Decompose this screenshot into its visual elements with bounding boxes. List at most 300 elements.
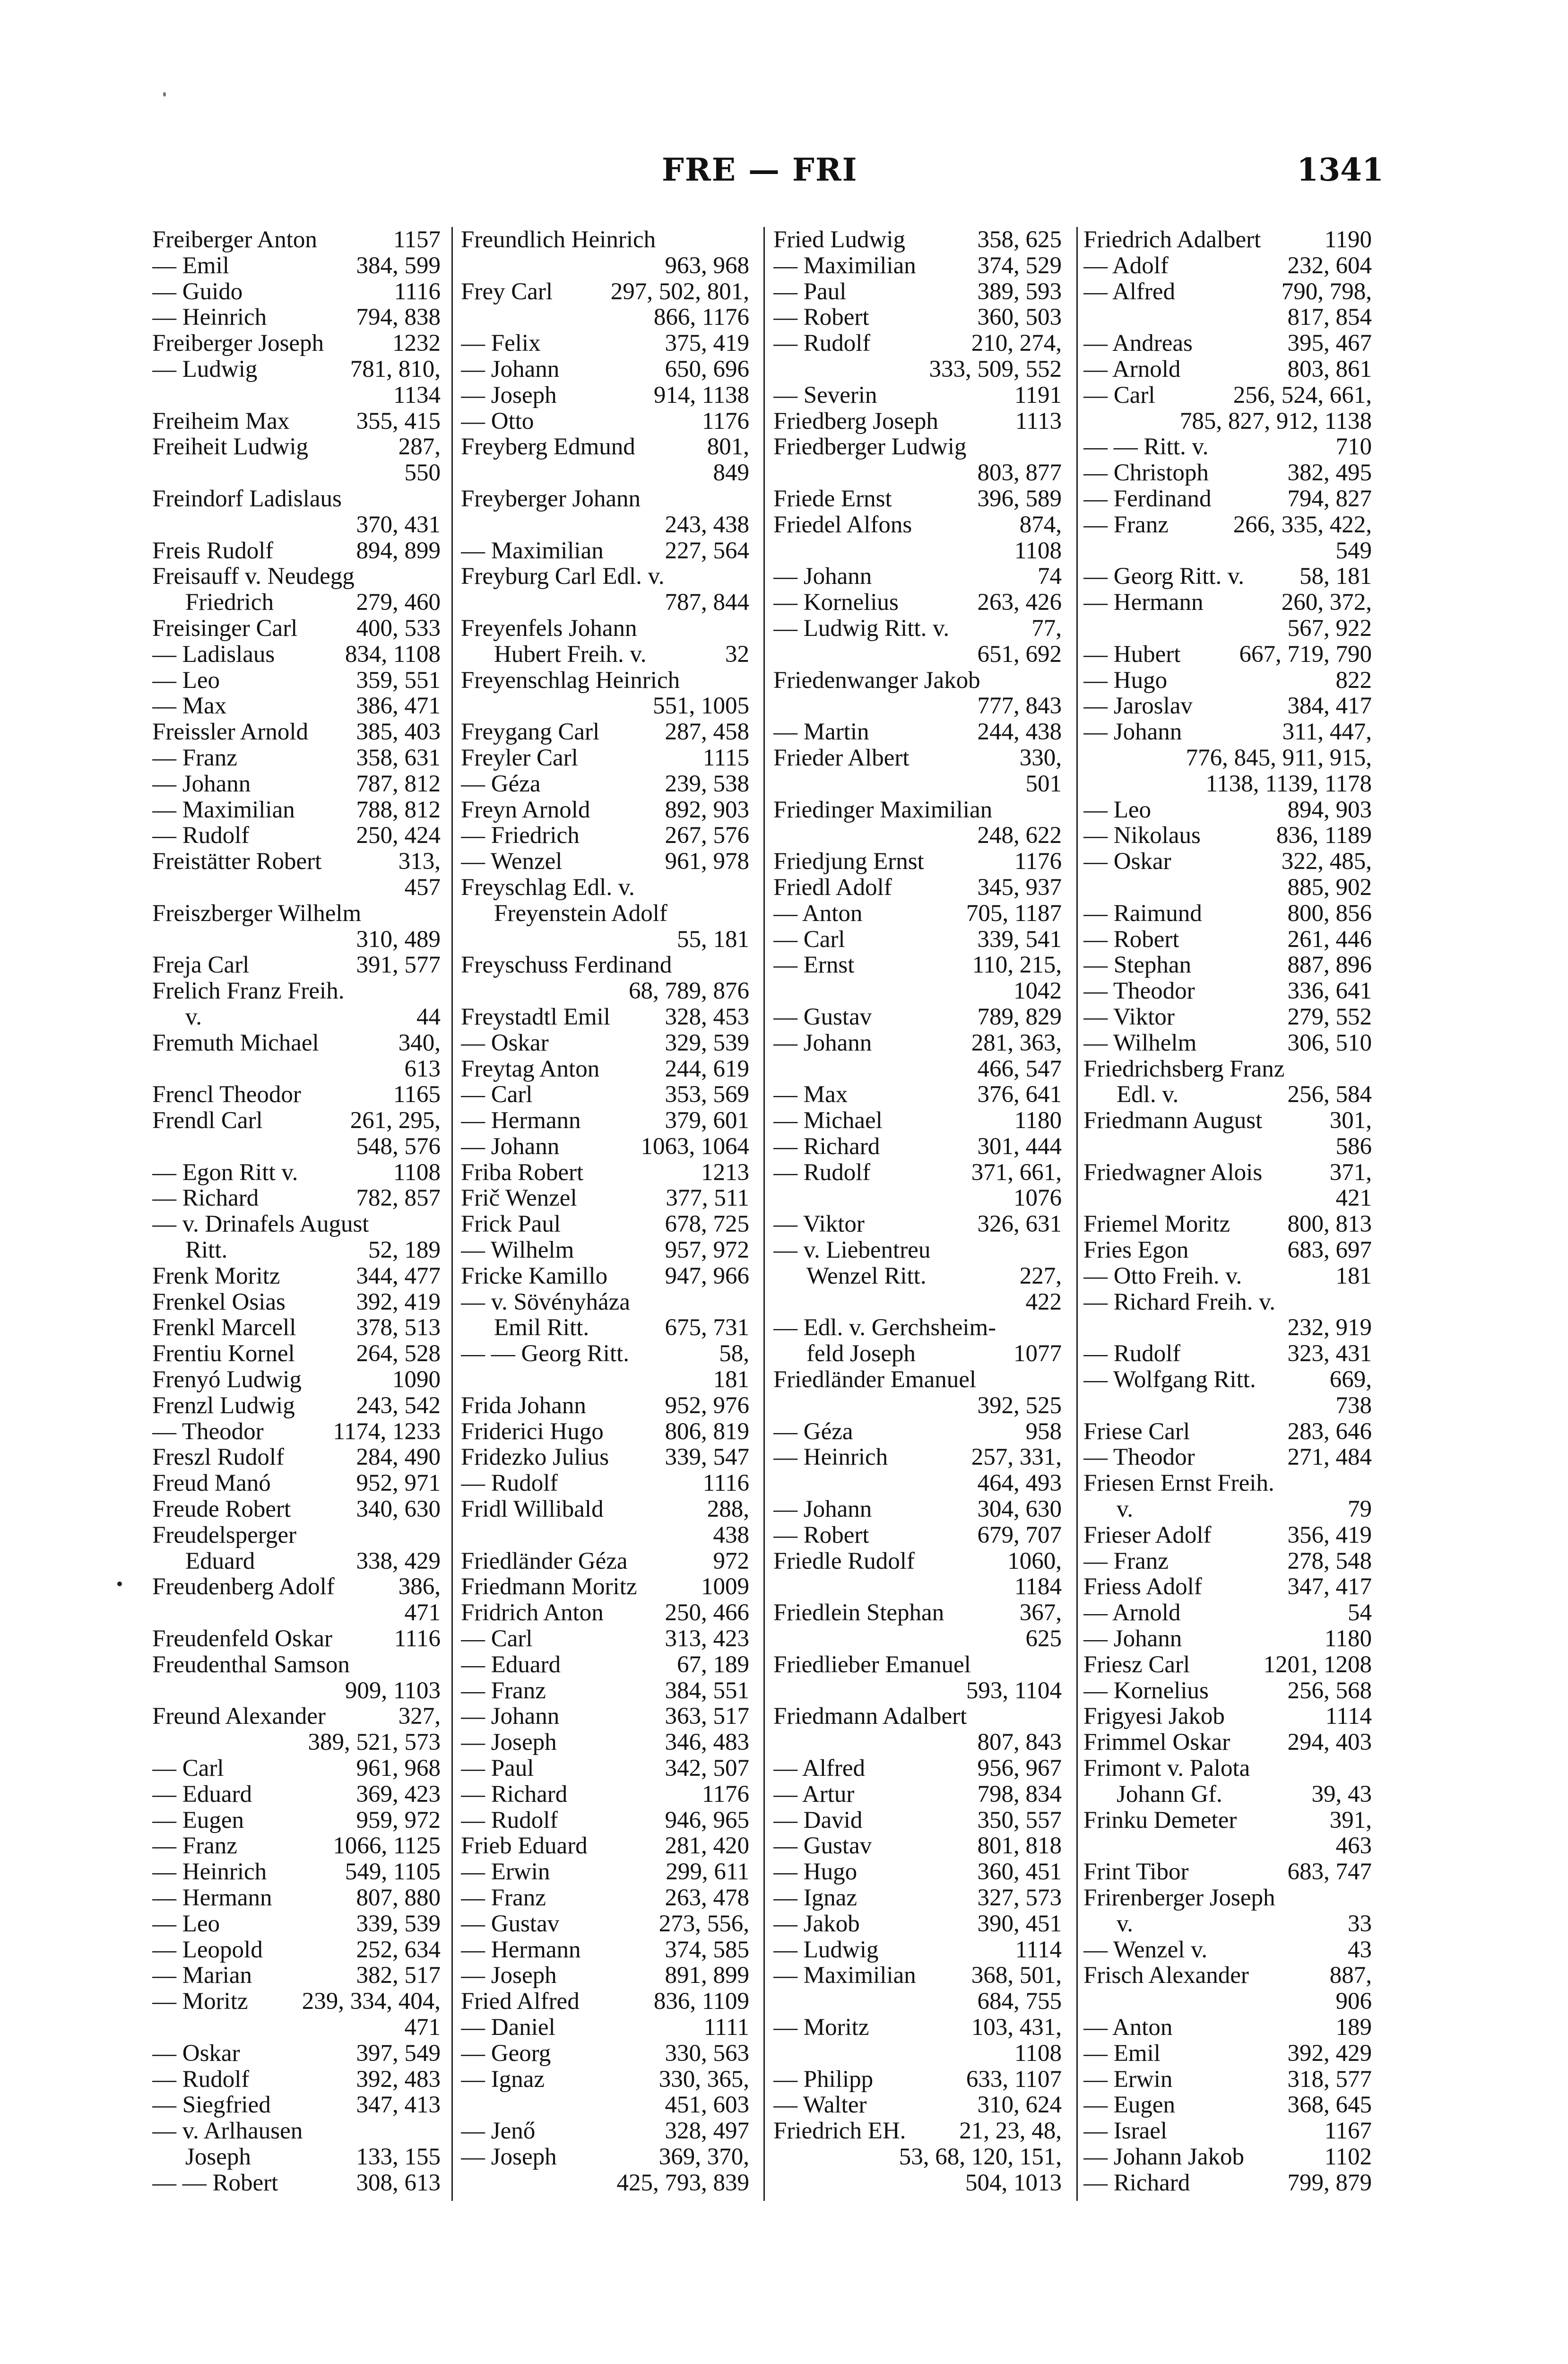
index-entry bbox=[1083, 745, 1372, 771]
entry-name: Friess Adolf bbox=[1083, 1574, 1202, 1600]
entry-pages: 1115 bbox=[702, 744, 749, 771]
entry-pages: 683, 697 bbox=[1287, 1237, 1372, 1264]
entry-pages: 339, 541 bbox=[977, 926, 1062, 953]
entry-name: — Hubert bbox=[1083, 641, 1181, 668]
entry-pages: 392, 483 bbox=[356, 2066, 441, 2093]
entry-pages bbox=[745, 875, 749, 901]
page-number: 1341 bbox=[1297, 151, 1384, 188]
entry-pages: 894, 899 bbox=[356, 537, 441, 564]
entry-pages: 613 bbox=[404, 1055, 441, 1082]
entry-name: Freyschuss Ferdinand bbox=[461, 952, 672, 979]
entry-pages bbox=[1057, 668, 1062, 694]
entry-pages bbox=[436, 1211, 441, 1237]
index-entry bbox=[1083, 952, 1372, 978]
entry-pages: 273, 556, bbox=[658, 1910, 749, 1937]
index-entry bbox=[773, 486, 1062, 512]
entry-name: — Gustav bbox=[773, 1004, 872, 1030]
entry-name: — Maximilian bbox=[773, 252, 916, 279]
entry-pages: 304, 630 bbox=[977, 1496, 1062, 1523]
entry-name: — Maximilian bbox=[773, 1963, 916, 1989]
entry-name: — — Georg Ritt. bbox=[461, 1341, 630, 1367]
entry-pages: 360, 503 bbox=[977, 304, 1062, 331]
index-entry bbox=[773, 668, 1062, 694]
entry-pages: 21, 23, 48, bbox=[959, 2118, 1062, 2145]
entry-pages: 887, 896 bbox=[1287, 952, 1372, 979]
entry-pages: 310, 624 bbox=[977, 2092, 1062, 2119]
entry-name: — Gustav bbox=[461, 1911, 560, 1937]
entry-name: — Severin bbox=[773, 382, 877, 408]
index-entry bbox=[1083, 1367, 1372, 1393]
entry-name: — Carl bbox=[1083, 382, 1155, 408]
index-entry bbox=[152, 253, 441, 279]
entry-pages: 283, 646 bbox=[1287, 1418, 1372, 1445]
index-entry bbox=[461, 927, 749, 953]
index-entry bbox=[773, 2015, 1062, 2041]
index-entry bbox=[773, 1419, 1062, 1445]
entry-name: Fries Egon bbox=[1083, 1237, 1189, 1263]
index-entry bbox=[773, 1703, 1062, 1730]
entry-pages: 586 bbox=[1335, 1133, 1372, 1160]
index-entry bbox=[1083, 1160, 1372, 1186]
entry-pages: 457 bbox=[404, 874, 441, 901]
print-speck bbox=[163, 92, 166, 96]
entry-name: — Emil bbox=[1083, 2040, 1161, 2067]
entry-name: — Nikolaus bbox=[1083, 823, 1201, 849]
index-entry bbox=[152, 1756, 441, 1782]
entry-pages: 633, 1107 bbox=[966, 2066, 1062, 2093]
index-entry bbox=[1083, 253, 1372, 279]
entry-name: Freyenschlag Heinrich bbox=[461, 667, 680, 694]
index-entry bbox=[1083, 1393, 1372, 1419]
index-entry bbox=[1083, 875, 1372, 901]
entry-pages: 836, 1189 bbox=[1276, 822, 1372, 849]
index-entry bbox=[1083, 1108, 1372, 1134]
entry-name: — Carl bbox=[773, 926, 845, 953]
index-entry bbox=[1083, 2092, 1372, 2118]
index-entry bbox=[461, 978, 749, 1004]
index-entry bbox=[773, 356, 1062, 382]
entry-name: Friedenwanger Jakob bbox=[773, 667, 980, 694]
index-entry bbox=[1083, 1600, 1372, 1626]
entry-name: Freudenberg Adolf bbox=[152, 1574, 335, 1600]
entry-name: Freude Robert bbox=[152, 1496, 291, 1522]
index-entry bbox=[152, 2041, 441, 2067]
entry-name: Freisauff v. Neudegg bbox=[152, 564, 355, 590]
index-entry bbox=[773, 616, 1062, 642]
index-entry bbox=[461, 1808, 749, 1834]
entry-name: — Gustav bbox=[773, 1833, 872, 1860]
entry-pages: 891, 899 bbox=[665, 1962, 749, 1989]
entry-pages bbox=[745, 486, 749, 512]
index-entry bbox=[773, 2092, 1062, 2118]
index-entry bbox=[773, 1522, 1062, 1548]
column-rule-2 bbox=[763, 227, 765, 2201]
entry-pages: 330, 365, bbox=[658, 2066, 749, 2093]
index-entry bbox=[152, 512, 441, 538]
index-entry bbox=[1083, 1937, 1372, 1963]
index-entry bbox=[773, 1911, 1062, 1937]
entry-pages: 44 bbox=[416, 1003, 441, 1030]
index-entry bbox=[152, 227, 441, 253]
entry-pages: 1138, 1139, 1178 bbox=[1205, 770, 1372, 797]
entry-name: — Hermann bbox=[461, 1108, 581, 1134]
index-entry bbox=[461, 668, 749, 694]
entry-name: Freja Carl bbox=[152, 952, 250, 979]
entry-pages bbox=[745, 668, 749, 694]
entry-name: — Israel bbox=[1083, 2118, 1168, 2144]
entry-pages: 807, 880 bbox=[356, 1885, 441, 1911]
index-entry bbox=[1083, 2015, 1372, 2041]
entry-pages: 284, 490 bbox=[356, 1444, 441, 1471]
entry-name: — Raimund bbox=[1083, 900, 1202, 927]
index-entry bbox=[461, 771, 749, 797]
entry-pages: 389, 521, 573 bbox=[308, 1729, 441, 1756]
entry-pages: 256, 584 bbox=[1287, 1081, 1372, 1108]
index-entry bbox=[773, 1160, 1062, 1186]
entry-pages: 256, 568 bbox=[1287, 1677, 1372, 1704]
entry-pages: 301, 444 bbox=[977, 1133, 1062, 1160]
entry-name: — Rudolf bbox=[773, 330, 871, 356]
entry-pages: 250, 424 bbox=[356, 822, 441, 849]
entry-name: — Maximilian bbox=[461, 538, 604, 564]
entry-pages: 346, 483 bbox=[665, 1729, 749, 1756]
entry-name: — Edl. v. Gerchsheim- bbox=[773, 1315, 996, 1341]
entry-pages: 248, 622 bbox=[977, 822, 1062, 849]
entry-name: Friedmann Moritz bbox=[461, 1574, 637, 1600]
index-entry bbox=[773, 279, 1062, 305]
entry-name: — Philipp bbox=[773, 2066, 874, 2093]
index-entry bbox=[461, 719, 749, 745]
entry-pages: 256, 524, 661, bbox=[1233, 382, 1372, 408]
entry-pages: 329, 539 bbox=[665, 1029, 749, 1056]
index-entry bbox=[461, 512, 749, 538]
entry-name: — Franz bbox=[1083, 1548, 1169, 1574]
entry-name: — Arnold bbox=[1083, 1600, 1181, 1626]
entry-name: — Franz bbox=[152, 1833, 237, 1860]
entry-name: Freiheit Ludwig bbox=[152, 434, 309, 461]
index-entry bbox=[773, 1808, 1062, 1834]
entry-pages: 501 bbox=[1025, 770, 1062, 797]
entry-name: — Jaroslav bbox=[1083, 693, 1193, 720]
entry-pages: 328, 453 bbox=[665, 1003, 749, 1030]
index-entry bbox=[152, 564, 441, 590]
entry-name: — Emil bbox=[152, 252, 229, 279]
index-entry bbox=[152, 382, 441, 408]
entry-name: — Michael bbox=[773, 1108, 883, 1134]
index-entry bbox=[773, 1211, 1062, 1237]
entry-name: — Johann bbox=[773, 564, 872, 590]
index-entry bbox=[773, 538, 1062, 564]
entry-pages: 133, 155 bbox=[356, 2143, 441, 2170]
entry-pages: 1102 bbox=[1324, 2143, 1372, 2170]
entry-name: Friedlein Stephan bbox=[773, 1600, 944, 1626]
index-entry bbox=[1083, 382, 1372, 408]
index-entry bbox=[152, 1574, 441, 1600]
entry-name: — Joseph bbox=[461, 1963, 557, 1989]
entry-pages: 679, 707 bbox=[977, 1521, 1062, 1548]
entry-name: — Johann Jakob bbox=[1083, 2144, 1244, 2170]
entry-pages: 1063, 1064 bbox=[641, 1133, 749, 1160]
index-entry bbox=[461, 382, 749, 408]
entry-pages: 1066, 1125 bbox=[333, 1833, 441, 1860]
index-entry bbox=[152, 460, 441, 486]
entry-name: Friedmann Adalbert bbox=[773, 1703, 967, 1730]
entry-pages: 958 bbox=[1025, 1418, 1062, 1445]
entry-name: — Hermann bbox=[1083, 590, 1204, 616]
index-entry bbox=[461, 1522, 749, 1548]
index-entry bbox=[1083, 719, 1372, 745]
index-entry bbox=[152, 1030, 441, 1056]
index-entry bbox=[461, 2067, 749, 2093]
index-entry bbox=[1083, 1652, 1372, 1678]
index-entry bbox=[461, 1030, 749, 1056]
index-entry bbox=[461, 1703, 749, 1730]
index-entry bbox=[461, 1782, 749, 1808]
index-entry bbox=[1083, 668, 1372, 694]
entry-name: — Wenzel bbox=[461, 849, 563, 875]
entry-pages: 956, 967 bbox=[977, 1755, 1062, 1782]
entry-pages: 593, 1104 bbox=[966, 1677, 1062, 1704]
entry-pages: 392, 525 bbox=[977, 1392, 1062, 1419]
index-entry bbox=[773, 1600, 1062, 1626]
entry-pages: 781, 810, bbox=[350, 356, 441, 382]
index-entry bbox=[152, 2092, 441, 2118]
entry-name: Friedl Adolf bbox=[773, 874, 892, 901]
entry-name: — Robert bbox=[773, 1522, 869, 1548]
index-entry bbox=[152, 1600, 441, 1626]
entry-name: — Ignaz bbox=[773, 1885, 858, 1911]
entry-name: — Adolf bbox=[1083, 252, 1169, 279]
index-entry bbox=[152, 1444, 441, 1470]
index-entry bbox=[773, 1885, 1062, 1911]
entry-name: — Franz bbox=[461, 1677, 546, 1704]
entry-name: Frigyesi Jakob bbox=[1083, 1703, 1225, 1730]
entry-pages: 336, 641 bbox=[1287, 978, 1372, 1005]
entry-pages: 1090 bbox=[392, 1366, 441, 1393]
index-column-2 bbox=[461, 227, 749, 2196]
entry-name: v. bbox=[1117, 1911, 1133, 1937]
entry-name: — Johann bbox=[773, 1496, 872, 1522]
entry-pages: 263, 478 bbox=[665, 1885, 749, 1911]
entry-name: Freiszberger Wilhelm bbox=[152, 900, 362, 927]
index-entry bbox=[1083, 1211, 1372, 1237]
entry-name: — Kornelius bbox=[773, 590, 899, 616]
entry-pages: 313, 423 bbox=[665, 1625, 749, 1652]
entry-pages: 333, 509, 552 bbox=[929, 356, 1062, 382]
index-entry bbox=[461, 1444, 749, 1470]
index-entry bbox=[773, 2118, 1062, 2144]
index-entry bbox=[152, 978, 441, 1004]
index-entry bbox=[773, 330, 1062, 356]
entry-pages: 391, 577 bbox=[356, 952, 441, 979]
entry-pages: 471 bbox=[404, 2014, 441, 2041]
entry-pages: 322, 485, bbox=[1281, 848, 1372, 875]
index-entry bbox=[773, 1859, 1062, 1885]
entry-name: Frimmel Oskar bbox=[1083, 1730, 1230, 1756]
entry-pages: 1167 bbox=[1324, 2118, 1372, 2145]
entry-pages: 355, 415 bbox=[356, 408, 441, 435]
entry-pages: 549, 1105 bbox=[345, 1859, 441, 1886]
entry-pages bbox=[436, 564, 441, 590]
entry-name: — David bbox=[773, 1807, 863, 1834]
index-entry bbox=[773, 434, 1062, 460]
index-entry bbox=[773, 227, 1062, 253]
index-entry bbox=[152, 1703, 441, 1730]
entry-name: — Leo bbox=[152, 1911, 220, 1937]
index-column-4 bbox=[1083, 227, 1372, 2196]
index-entry bbox=[1083, 1082, 1372, 1108]
index-entry bbox=[461, 1937, 749, 1963]
entry-pages: 181 bbox=[1335, 1262, 1372, 1289]
entry-pages: 313, bbox=[398, 848, 441, 875]
entry-name: Friedberger Ludwig bbox=[773, 434, 967, 461]
entry-name: Frieb Eduard bbox=[461, 1833, 588, 1860]
entry-name: Wenzel Ritt. bbox=[806, 1263, 927, 1289]
entry-name: — Artur bbox=[773, 1781, 855, 1808]
entry-pages: 1116 bbox=[702, 1470, 749, 1497]
index-entry bbox=[773, 745, 1062, 771]
entry-pages: 103, 431, bbox=[971, 2014, 1062, 2041]
index-entry bbox=[1083, 356, 1372, 382]
index-entry bbox=[461, 1108, 749, 1134]
index-entry bbox=[461, 745, 749, 771]
entry-name: — Leopold bbox=[152, 1937, 263, 1963]
entry-name: — Oskar bbox=[152, 2040, 240, 2067]
index-entry bbox=[461, 901, 749, 927]
index-entry bbox=[152, 1315, 441, 1341]
index-entry bbox=[461, 2041, 749, 2067]
entry-name: — Christoph bbox=[1083, 460, 1209, 486]
index-entry bbox=[152, 538, 441, 564]
entry-name: — Kornelius bbox=[1083, 1677, 1209, 1704]
entry-pages: 278, 548 bbox=[1287, 1547, 1372, 1574]
index-entry bbox=[152, 719, 441, 745]
entry-pages: 375, 419 bbox=[665, 330, 749, 357]
index-entry bbox=[461, 2144, 749, 2170]
entry-name: — Anton bbox=[1083, 2014, 1173, 2041]
running-head: FRE — FRI bbox=[662, 151, 858, 188]
entry-pages: 1201, 1208 bbox=[1263, 1651, 1372, 1678]
entry-pages: 421 bbox=[1335, 1185, 1372, 1212]
entry-pages: 1165 bbox=[393, 1081, 441, 1108]
entry-name: Frey Carl bbox=[461, 278, 553, 305]
index-entry bbox=[1083, 2041, 1372, 2067]
index-entry bbox=[461, 460, 749, 486]
index-entry bbox=[773, 1237, 1062, 1263]
entry-pages: 257, 331, bbox=[971, 1444, 1062, 1471]
entry-name: — Wilhelm bbox=[1083, 1030, 1197, 1056]
entry-name: Joseph bbox=[185, 2144, 251, 2170]
entry-name: Ritt. bbox=[185, 1237, 228, 1263]
index-entry bbox=[152, 616, 441, 642]
index-entry bbox=[1083, 1833, 1372, 1859]
index-entry bbox=[773, 2144, 1062, 2170]
entry-name: Freistätter Robert bbox=[152, 849, 322, 875]
entry-pages: 822 bbox=[1335, 667, 1372, 694]
index-entry bbox=[773, 408, 1062, 435]
index-entry bbox=[461, 253, 749, 279]
index-entry bbox=[1083, 1444, 1372, 1470]
entry-name: — Erwin bbox=[1083, 2066, 1173, 2093]
entry-name: Frirenberger Joseph bbox=[1083, 1885, 1275, 1911]
entry-name: — Max bbox=[773, 1082, 848, 1108]
entry-name: — Richard bbox=[152, 1185, 259, 1212]
entry-pages: 1184 bbox=[1014, 1573, 1062, 1600]
entry-pages: 395, 467 bbox=[1287, 330, 1372, 357]
entry-name: — Ladislaus bbox=[152, 641, 275, 668]
entry-name: — Georg bbox=[461, 2040, 551, 2067]
entry-name: — Rudolf bbox=[1083, 1341, 1181, 1367]
entry-name: — Andreas bbox=[1083, 330, 1193, 356]
index-entry bbox=[773, 642, 1062, 668]
index-entry bbox=[152, 1470, 441, 1496]
index-entry bbox=[1083, 616, 1372, 642]
entry-pages: 959, 972 bbox=[356, 1807, 441, 1834]
entry-name: — Joseph bbox=[461, 1730, 557, 1756]
index-entry bbox=[152, 2067, 441, 2093]
index-entry bbox=[1083, 1989, 1372, 2015]
entry-name: Friemel Moritz bbox=[1083, 1211, 1230, 1238]
index-entry bbox=[461, 1134, 749, 1160]
entry-name: — Siegfried bbox=[152, 2092, 271, 2119]
entry-pages: 210, 274, bbox=[971, 330, 1062, 357]
entry-pages: 817, 854 bbox=[1287, 304, 1372, 331]
entry-pages: 382, 495 bbox=[1287, 460, 1372, 487]
entry-pages: 79 bbox=[1348, 1496, 1372, 1523]
entry-pages: 785, 827, 912, 1138 bbox=[1179, 408, 1372, 435]
entry-name: — Franz bbox=[152, 745, 237, 771]
entry-pages: 356, 419 bbox=[1287, 1521, 1372, 1548]
index-entry bbox=[152, 1885, 441, 1911]
index-entry bbox=[152, 590, 441, 616]
entry-pages: 299, 611 bbox=[666, 1859, 749, 1886]
index-entry bbox=[461, 486, 749, 512]
index-entry bbox=[461, 1678, 749, 1704]
entry-name: Freudelsperger bbox=[152, 1522, 296, 1548]
entry-pages: 961, 978 bbox=[665, 848, 749, 875]
entry-pages: 464, 493 bbox=[977, 1470, 1062, 1497]
index-entry bbox=[1083, 1808, 1372, 1834]
entry-name: — Viktor bbox=[1083, 1004, 1175, 1030]
entry-pages: 806, 819 bbox=[665, 1418, 749, 1445]
entry-pages: 567, 922 bbox=[1287, 615, 1372, 642]
entry-pages bbox=[745, 901, 749, 927]
index-entry bbox=[461, 823, 749, 849]
entry-pages: 67, 189 bbox=[677, 1651, 749, 1678]
index-entry bbox=[773, 1030, 1062, 1056]
entry-name: — Ludwig Ritt. v. bbox=[773, 615, 950, 642]
entry-pages: 353, 569 bbox=[665, 1081, 749, 1108]
entry-pages: 705, 1187 bbox=[966, 900, 1062, 927]
index-entry bbox=[461, 1626, 749, 1652]
entry-pages: 368, 501, bbox=[971, 1962, 1062, 1989]
index-entry bbox=[773, 719, 1062, 745]
entry-pages: 340, 630 bbox=[356, 1496, 441, 1523]
index-entry bbox=[461, 590, 749, 616]
index-entry bbox=[152, 1185, 441, 1211]
index-entry bbox=[461, 1237, 749, 1263]
entry-name: — Egon Ritt v. bbox=[152, 1159, 298, 1186]
entry-name: — Moritz bbox=[152, 1989, 248, 2015]
entry-pages: 232, 919 bbox=[1287, 1314, 1372, 1341]
entry-pages bbox=[745, 1289, 749, 1315]
entry-name: v. bbox=[185, 1004, 202, 1030]
entry-name: — Rudolf bbox=[773, 1159, 871, 1186]
index-entry bbox=[461, 1470, 749, 1496]
entry-pages bbox=[1367, 1470, 1372, 1496]
index-column-1 bbox=[152, 227, 441, 2196]
entry-pages: 887, bbox=[1329, 1962, 1372, 1989]
